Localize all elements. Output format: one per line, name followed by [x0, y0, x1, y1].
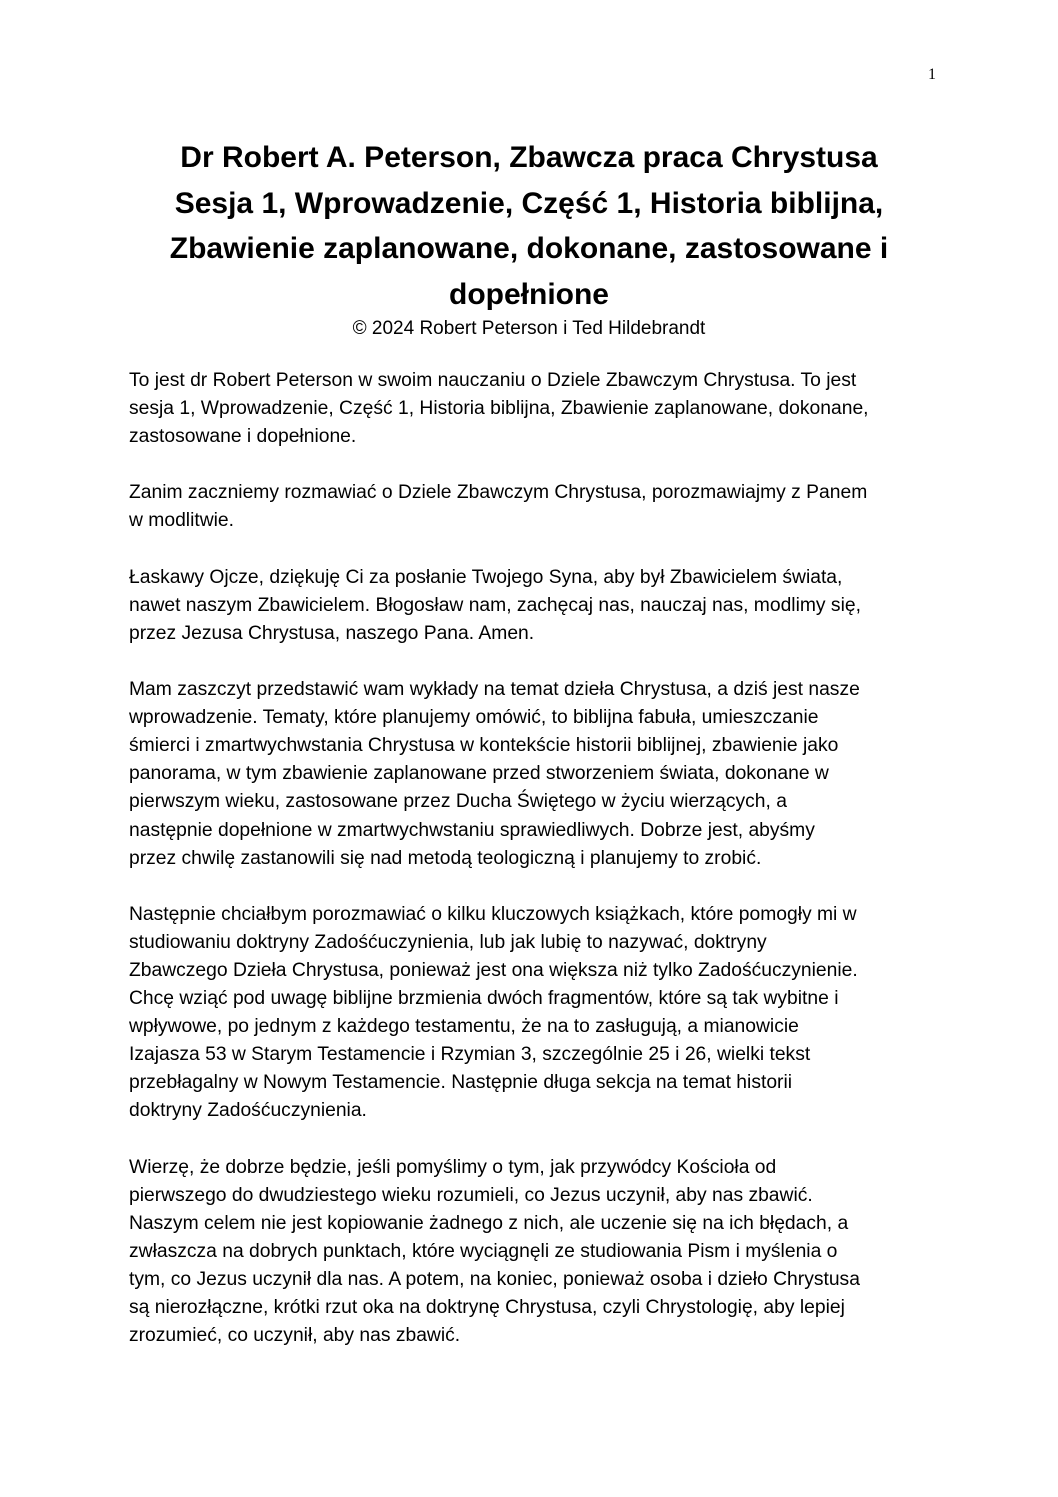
paragraph-topics: [129, 676, 944, 873]
title-block: [100, 135, 958, 342]
text-line: zwłaszcza na dobrych punktach, które wyciągnęli ze studiowania Pism i myślenia o: [129, 1240, 838, 1262]
text-line: Zbawczego Dzieła Chrystusa, ponieważ jest ona większa niż tylko Zadośćuczynienie.: [129, 959, 858, 981]
text-line: zrozumieć, co uczynił, aby nas zbawić.: [129, 1325, 461, 1347]
text-line: sesja 1, Wprowadzenie, Część 1, Historia biblijna, Zbawienie zaplanowane, dokonane,: [129, 398, 869, 420]
text-line: pierwszego do dwudziestego wieku rozumieli, co Jezus uczynił, aby nas zbawić.: [129, 1184, 813, 1206]
text-line: doktryny Zadośćuczynienia.: [129, 1100, 367, 1122]
text-line: Chcę wziąć pod uwagę biblijne brzmienia dwóch fragmentów, które są tak wybitne i: [129, 988, 839, 1010]
text-line: panorama, w tym zbawienie zaplanowane przed stworzeniem świata, dokonane w: [129, 763, 829, 785]
page-number: 1: [928, 66, 936, 83]
text-line: w modlitwie.: [129, 510, 235, 532]
text-line: śmierci i zmartwychwstania Chrystusa w kontekście historii biblijnej, zbawienie jako: [129, 735, 839, 757]
text-line: Łaskawy Ojcze, dziękuję Ci za posłanie Twojego Syna, aby był Zbawicielem świata,: [129, 566, 843, 588]
text-line: następnie dopełnione w zmartwychwstaniu sprawiedliwych. Dobrze jest, abyśmy: [129, 819, 815, 841]
text-line: wpływowe, po jednym z każdego testamentu, że na to zasługują, a mianowicie: [129, 1016, 799, 1038]
text-line: Izajasza 53 w Starym Testamencie i Rzymian 3, szczególnie 25 i 26, wielki tekst: [129, 1044, 811, 1066]
text-line: studiowaniu doktryny Zadośćuczynienia, lub jak lubię to nazywać, doktryny: [129, 931, 767, 953]
title-line: Zbawienie zaplanowane, dokonane, zastosowane i: [169, 232, 889, 265]
text-line: pierwszym wieku, zastosowane przez Ducha Świętego w życiu wierzących, a: [129, 791, 787, 813]
text-line: przebłagalny w Nowym Testamencie. Następnie długa sekcja na temat historii: [129, 1072, 793, 1094]
text-line: Wierzę, że dobrze będzie, jeśli pomyślimy o tym, jak przywódcy Kościoła od: [129, 1156, 777, 1178]
copyright-notice: © 2024 Robert Peterson i Ted Hildebrandt: [352, 318, 706, 339]
text-line: zastosowane i dopełnione.: [129, 426, 357, 448]
paragraph-books: [129, 901, 944, 1126]
text-line: Mam zaszczyt przedstawić wam wykłady na temat dzieła Chrystusa, a dziś jest nasze: [129, 679, 860, 701]
text-line: nawet naszym Zbawicielem. Błogosław nam, zachęcaj nas, nauczaj nas, modlimy się,: [129, 594, 861, 616]
document-body: [129, 367, 944, 1378]
paragraph-church-history: [129, 1154, 944, 1351]
text-line: Następnie chciałbym porozmawiać o kilku kluczowych książkach, które pomogły mi w: [129, 903, 857, 925]
text-line: przez chwilę zastanowili się nad metodą teologiczną i planujemy to zrobić.: [129, 847, 762, 869]
paragraph-prayer-intro: [129, 479, 944, 535]
text-line: są nierozłączne, krótki rzut oka na doktrynę Chrystusa, czyli Chrystologię, aby lepiej: [129, 1297, 845, 1319]
title-line: Dr Robert A. Peterson, Zbawcza praca Chrystusa: [180, 141, 878, 174]
text-line: przez Jezusa Chrystusa, naszego Pana. Amen.: [129, 622, 535, 644]
text-line: Naszym celem nie jest kopiowanie żadnego z nich, ale uczenie się na ich błędach, a: [129, 1212, 849, 1234]
title-line: dopełnione: [449, 277, 609, 311]
paragraph-intro: [129, 367, 944, 451]
text-line: wprowadzenie. Tematy, które planujemy omówić, to biblijna fabuła, umieszczanie: [129, 707, 819, 729]
title-line: Sesja 1, Wprowadzenie, Część 1, Historia biblijna,: [174, 186, 884, 220]
text-line: To jest dr Robert Peterson w swoim nauczaniu o Dziele Zbawczym Chrystusa. To jest: [129, 370, 857, 391]
paragraph-prayer: [129, 564, 944, 648]
text-line: tym, co Jezus uczynił dla nas. A potem, na koniec, ponieważ osoba i dzieło Chrystusa: [129, 1269, 860, 1290]
text-line: Zanim zaczniemy rozmawiać o Dziele Zbawczym Chrystusa, porozmawiajmy z Panem: [129, 482, 868, 504]
